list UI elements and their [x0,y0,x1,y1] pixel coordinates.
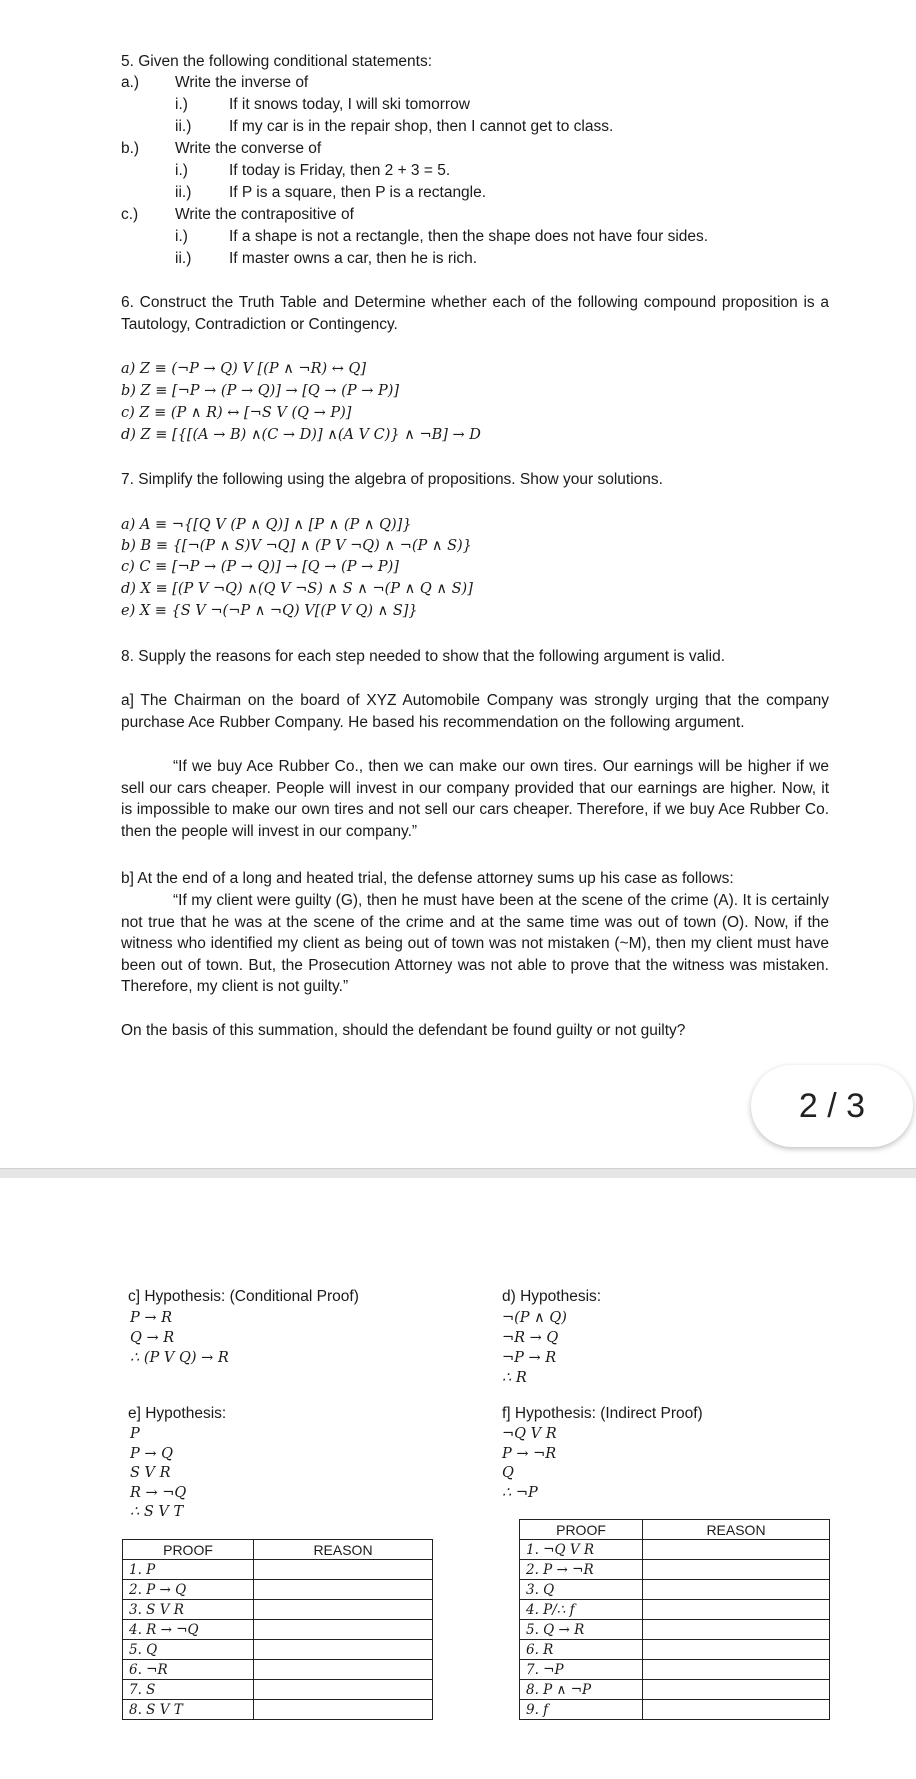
q5a-item-num: ii.) [175,118,192,135]
reason-header: REASON [254,1540,433,1560]
q5c-item-num: i.) [175,228,188,245]
table-row [520,1680,830,1700]
proof-step: 5. Q [123,1640,254,1660]
table-row [520,1560,830,1580]
proof-step: 3. S V R [123,1600,254,1620]
proof-step: 3. Q [520,1580,643,1600]
q5a-instruction: Write the inverse of [175,74,309,91]
table-row [520,1580,830,1600]
f-premise: ¬Q V R [502,1426,557,1442]
reason-cell[interactable] [643,1560,830,1580]
table-row [123,1580,433,1600]
reason-cell[interactable] [254,1560,433,1580]
reason-cell[interactable] [254,1580,433,1600]
table-row [123,1680,433,1700]
reason-cell[interactable] [254,1660,433,1680]
table-row [123,1620,433,1640]
q5b-item-text: If P is a square, then P is a rectangle. [229,184,487,201]
f-conclusion: ∴ ¬P [502,1485,538,1501]
reason-cell[interactable] [643,1600,830,1620]
e-premise: S V R [130,1465,171,1481]
proof-step: 9. f [520,1700,643,1720]
q8b-intro: b] At the end of a long and heated trial, the defense attorney sums up his case as follows: [121,870,734,887]
proof-step: 2. P → ¬R [520,1560,643,1580]
c-premise: P → R [130,1310,173,1326]
q5b-label: b.) [121,140,140,157]
proof-step: 1. P [123,1560,254,1580]
table-row [520,1700,830,1720]
table-row [123,1700,433,1720]
q5-title: 5. Given the following conditional statements: [121,53,433,70]
e-premise: P → Q [130,1446,174,1462]
q5a-item-num: i.) [175,96,188,113]
c-hypothesis-title: c] Hypothesis: (Conditional Proof) [128,1288,359,1305]
reason-cell[interactable] [643,1620,830,1640]
q5b-item-num: ii.) [175,184,192,201]
proof-step: 4. P/∴ f [520,1600,643,1620]
reason-cell[interactable] [643,1680,830,1700]
q6-item: b) Z ≡ [¬P → (P → Q)] → [Q → (P → P)] [121,383,400,399]
proof-step: 8. S V T [123,1700,254,1720]
q8a-intro: a] The Chairman on the board of XYZ Automobile Company was strongly urging that the company purchase Ace Rubber Company. He based his recommendation on the following argument. [121,692,829,731]
q5b-instruction: Write the converse of [175,140,322,157]
d-premise: ¬P → R [502,1350,557,1366]
page-2 [0,1178,916,1779]
reason-cell[interactable] [643,1700,830,1720]
proof-step: 2. P → Q [123,1580,254,1600]
q5c-item-text: If master owns a car, then he is rich. [229,250,478,267]
q7-item: a) A ≡ ¬{[Q V (P ∧ Q)] ∧ [P ∧ (P ∧ Q)]} [121,517,412,533]
q8b-quote: “If my client were guilty (G), then he must have been at the scene of the crime (A). It is certainly not true that he was at the scene of the crime and at the same time was out of town (O). Now, if the witness who identified my client as being out of town was not mistaken (~M), then my client must have been out of town. But, the Prosecution Attorney was not able to prove that the witness was mistaken. Therefore, my client is not guilty.” [121,892,829,995]
e-conclusion: ∴ S V T [130,1504,184,1520]
table-row [520,1660,830,1680]
q5b-item-text: If today is Friday, then 2 + 3 = 5. [229,162,451,179]
proof-step: 7. ¬P [520,1660,643,1680]
q8-closing: On the basis of this summation, should the defendant be found guilty or not guilty? [121,1022,686,1039]
q5c-instruction: Write the contrapositive of [175,206,354,223]
q5b-item-num: i.) [175,162,188,179]
proof-header: PROOF [520,1520,643,1540]
proof-step: 6. R [520,1640,643,1660]
e-premise: P [130,1426,140,1442]
proof-header: PROOF [123,1540,254,1560]
table-row [520,1620,830,1640]
d-hypothesis-title: d) Hypothesis: [502,1288,602,1305]
q5a-label: a.) [121,74,140,91]
q6-item: d) Z ≡ [{[(A → B) ∧(C → D)] ∧(A V C)} ∧ ¬B] → D [121,427,481,443]
d-premise: ¬(P ∧ Q) [502,1310,567,1326]
e-premise: R → ¬Q [130,1485,187,1501]
table-row [123,1600,433,1620]
q8a-quote: “If we buy Ace Rubber Co., then we can make our own tires. Our earnings will be higher if we sell our cars cheaper. People will invest in our company provided that our earnings are higher. Now, it is impossible to make our own tires and not sell our cars cheaper. Therefore, if we buy Ace Rubber Co. then the people will invest in our company.” [121,758,829,840]
proof-step: 8. P ∧ ¬P [520,1680,643,1700]
proof-step: 6. ¬R [123,1660,254,1680]
q5c-item-text: If a shape is not a rectangle, then the shape does not have four sides. [229,228,709,245]
q6-item: a) Z ≡ (¬P → Q) V [(P ∧ ¬R) ↔ Q] [121,361,367,377]
d-conclusion: ∴ R [502,1370,527,1386]
reason-cell[interactable] [643,1540,830,1560]
e-hypothesis-title: e] Hypothesis: [128,1405,227,1422]
proof-step: 7. S [123,1680,254,1700]
table-row [123,1560,433,1580]
reason-cell[interactable] [254,1680,433,1700]
f-premise: P → ¬R [502,1446,557,1462]
q7-item: b) B ≡ {[¬(P ∧ S)V ¬Q] ∧ (P V ¬Q) ∧ ¬(P ∧ S)} [121,538,472,554]
reason-cell[interactable] [643,1660,830,1680]
q7-item: d) X ≡ [(P V ¬Q) ∧(Q V ¬S) ∧ S ∧ ¬(P ∧ Q ∧ S)] [121,581,473,597]
reason-cell[interactable] [643,1580,830,1600]
table-row [123,1640,433,1660]
proof-step: 1. ¬Q V R [520,1540,643,1560]
table-row [520,1600,830,1620]
c-premise: Q → R [130,1330,175,1346]
reason-cell[interactable] [254,1700,433,1720]
reason-cell[interactable] [254,1620,433,1640]
q5a-item-text: If it snows today, I will ski tomorrow [229,96,470,113]
proof-table-f [519,1519,830,1720]
page-indicator: 2 / 3 [751,1065,913,1147]
q5c-item-num: ii.) [175,250,192,267]
proof-step: 5. Q → R [520,1620,643,1640]
q7-item: e) X ≡ {S V ¬(¬P ∧ ¬Q) V[(P V Q) ∧ S]} [121,603,418,619]
c-conclusion: ∴ (P V Q) → R [130,1350,229,1366]
q6-item: c) Z ≡ (P ∧ R) ↔ [¬S V (Q → P)] [121,405,352,421]
f-hypothesis-title: f] Hypothesis: (Indirect Proof) [502,1405,703,1422]
reason-header: REASON [643,1520,830,1540]
table-row [123,1660,433,1680]
d-premise: ¬R → Q [502,1330,559,1346]
q6-title: 6. Construct the Truth Table and Determine whether each of the following compound proposition is a Tautology, Contradiction or Contingency. [121,294,829,333]
q5a-item-text: If my car is in the repair shop, then I cannot get to class. [229,118,614,135]
q7-item: c) C ≡ [¬P → (P → Q)] → [Q → (P → P)] [121,559,399,575]
reason-cell[interactable] [643,1640,830,1660]
proof-step: 4. R → ¬Q [123,1620,254,1640]
q7-title: 7. Simplify the following using the algebra of propositions. Show your solutions. [121,471,663,488]
reason-cell[interactable] [254,1600,433,1620]
q8-title: 8. Supply the reasons for each step needed to show that the following argument is valid. [121,648,726,665]
proof-table-e [122,1539,433,1720]
f-premise: Q [502,1465,514,1481]
reason-cell[interactable] [254,1640,433,1660]
table-row [520,1540,830,1560]
q5c-label: c.) [121,206,139,223]
table-row [520,1640,830,1660]
